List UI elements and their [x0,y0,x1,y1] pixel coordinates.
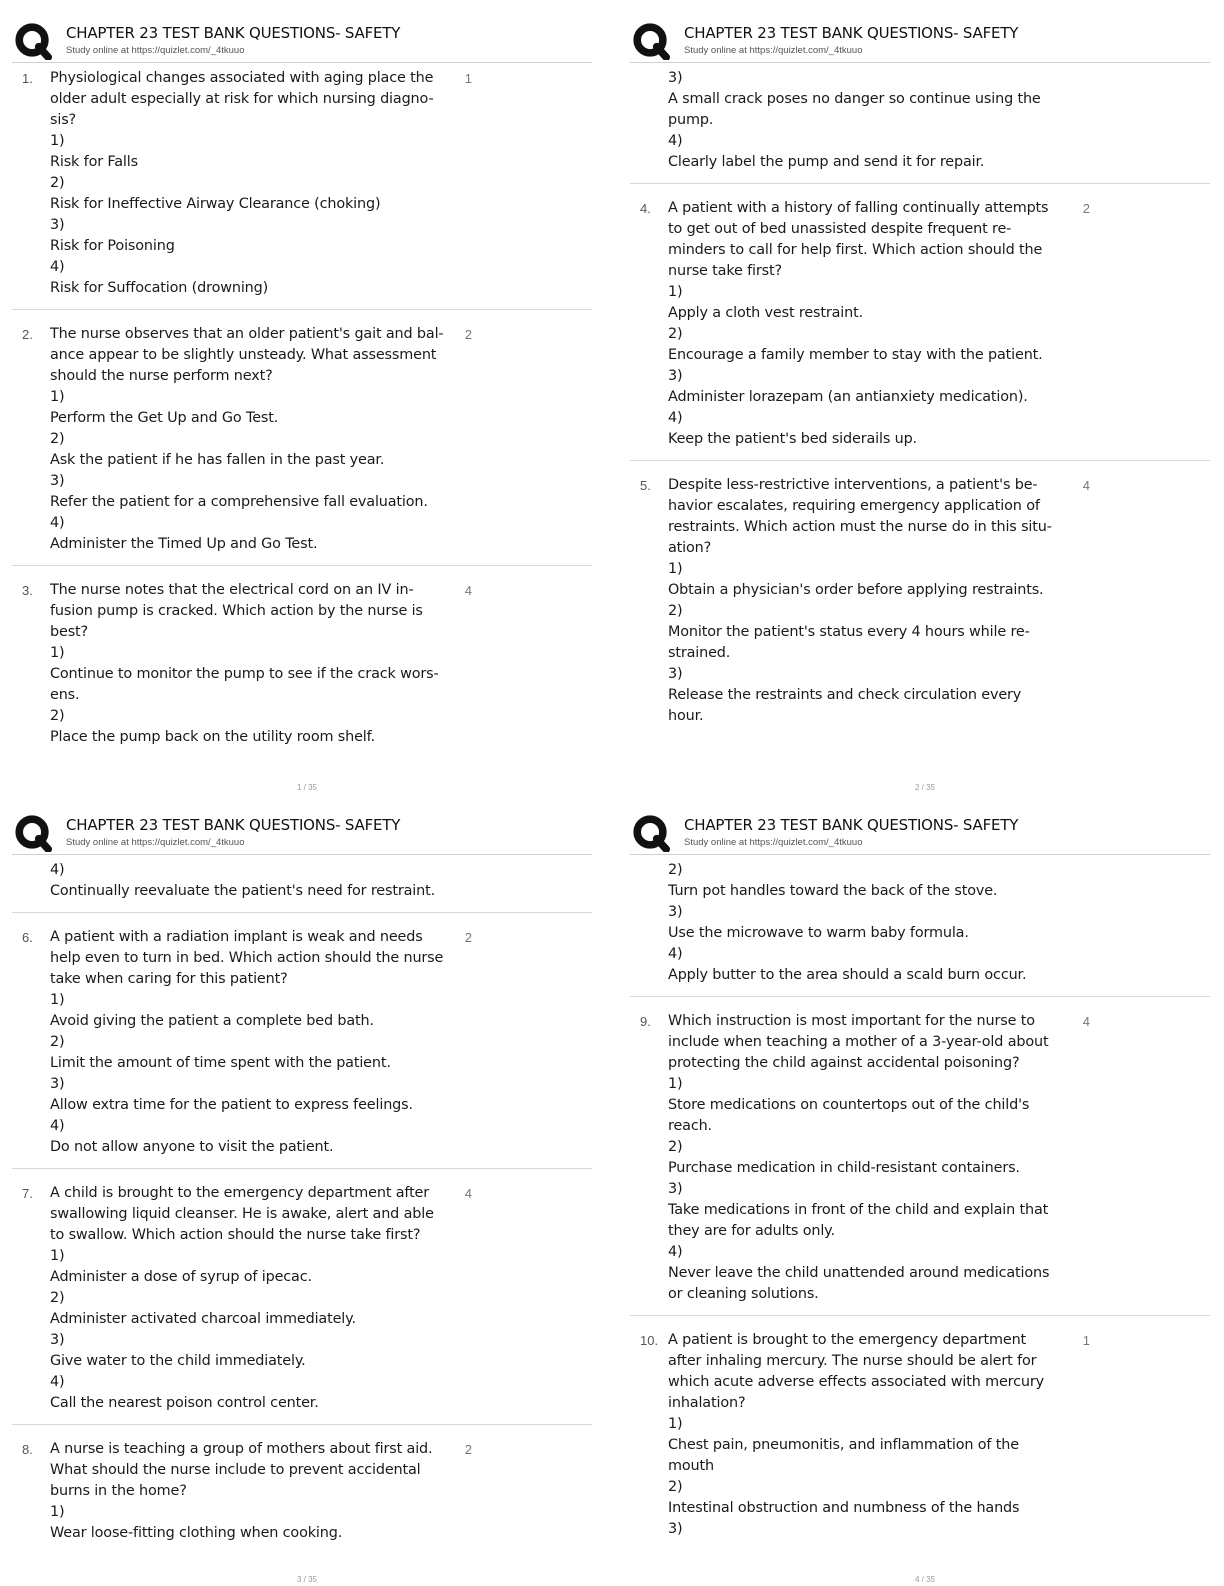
question-item [630,461,1210,737]
text-line: mouth [668,1458,714,1474]
answer-key: 2 [464,1442,472,1457]
text-line: restraints. Which action must the nurse do in this situ- [668,519,1052,535]
text-line: 4) [668,410,683,426]
text-line: A small crack poses no danger so continue using the [668,91,1041,107]
question-item [12,310,592,566]
page-header [630,806,1220,856]
text-line: 2) [668,1139,683,1155]
text-line: help even to turn in bed. Which action should the nurse [50,950,444,966]
text-line: Physiological changes associated with aging place the [50,70,434,86]
text-line: 3) [668,368,683,384]
text-line: Do not allow anyone to visit the patient. [50,1139,334,1155]
question-number: 7. [22,1186,33,1201]
text-line: to get out of bed unassisted despite frequent re- [668,221,1012,237]
text-line: 4) [50,515,65,531]
text-line: 1) [50,1504,65,1520]
text-line: older adult especially at risk for which nursing diagno- [50,91,434,107]
text-line: Administer activated charcoal immediately. [50,1311,356,1327]
answer-key: 2 [1082,201,1090,216]
text-line: 2) [50,1290,65,1306]
question-number: 5. [640,478,651,493]
text-line: A child is brought to the emergency department after [50,1185,430,1201]
text-line: 1) [50,133,65,149]
answer-key: 1 [464,71,472,86]
text-line: Ask the patient if he has fallen in the past year. [50,452,385,468]
question-number: 1. [22,71,33,86]
text-line: Keep the patient's bed siderails up. [668,431,917,447]
text-line: Intestinal obstruction and numbness of the hands [668,1500,1020,1516]
text-line: 2) [668,326,683,342]
text-line: Purchase medication in child-resistant containers. [668,1160,1020,1176]
page-title: CHAPTER 23 TEST BANK QUESTIONS- SAFETY [66,816,401,834]
text-line: Chest pain, pneumonitis, and inflammation of the [668,1437,1019,1453]
text-line: Continually reevaluate the patient's need for restraint. [50,883,436,899]
question-continuation [12,856,592,913]
text-line: 2) [668,862,683,878]
answer-key: 2 [464,930,472,945]
page-panel [12,14,602,794]
text-line: fusion pump is cracked. Which action by the nurse is [50,603,423,619]
text-line: 2) [668,603,683,619]
page-number: 1 / 35 [296,783,317,792]
answer-key: 4 [464,583,472,598]
text-line: after inhaling mercury. The nurse should be alert for [668,1353,1037,1369]
text-line: take when caring for this patient? [50,971,288,987]
quizlet-logo-icon [632,814,670,852]
text-line: 1) [668,284,683,300]
text-line: Risk for Falls [50,154,138,170]
text-line: The nurse notes that the electrical cord on an IV in- [50,582,414,598]
page-body [630,64,1220,737]
text-line: protecting the child against accidental poisoning? [668,1055,1020,1071]
page-title: CHAPTER 23 TEST BANK QUESTIONS- SAFETY [684,816,1019,834]
text-line: to swallow. Which action should the nurse take first? [50,1227,421,1243]
text-line: What should the nurse include to prevent accidental [50,1462,421,1478]
study-link[interactable]: Study online at https://quizlet.com/_4tkuuo [684,45,863,56]
text-line: swallowing liquid cleanser. He is awake, alert and able [50,1206,434,1222]
page-header [630,14,1220,64]
text-line: 4) [50,259,65,275]
question-item [12,64,592,310]
text-line: 3) [50,473,65,489]
text-line: Never leave the child unattended around medications [668,1265,1050,1281]
text-line: 3) [668,70,683,86]
text-line: 2) [50,1034,65,1050]
text-line: Apply a cloth vest restraint. [668,305,864,321]
text-line: 3) [50,1076,65,1092]
text-line: 4) [668,1244,683,1260]
text-line: Monitor the patient's status every 4 hours while re- [668,624,1030,640]
text-line: Place the pump back on the utility room shelf. [50,729,375,745]
text-line: or cleaning solutions. [668,1286,819,1302]
page-title: CHAPTER 23 TEST BANK QUESTIONS- SAFETY [684,24,1019,42]
text-line: A patient with a history of falling continually attempts [668,200,1049,216]
text-line: 1) [50,992,65,1008]
text-line: 4) [50,1374,65,1390]
question-number: 2. [22,327,33,342]
header-divider [12,854,592,855]
text-line: A nurse is teaching a group of mothers about first aid. [50,1441,433,1457]
text-line: 3) [50,1332,65,1348]
page-number: 2 / 35 [914,783,935,792]
answer-key: 4 [1082,478,1090,493]
page-panel [630,14,1220,794]
text-line: Clearly label the pump and send it for repair. [668,154,985,170]
answer-key: 4 [1082,1014,1090,1029]
text-line: havior escalates, requiring emergency application of [668,498,1040,514]
page-panel [12,806,602,1586]
text-line: Perform the Get Up and Go Test. [50,410,279,426]
text-line: 2) [50,708,65,724]
text-line: ance appear to be slightly unsteady. What assessment [50,347,437,363]
header-divider [12,62,592,63]
text-line: 4) [50,862,65,878]
page-number: 4 / 35 [914,1575,935,1584]
page-number: 3 / 35 [296,1575,317,1584]
question-number: 4. [640,201,651,216]
text-line: 1) [668,561,683,577]
text-line: The nurse observes that an older patient's gait and bal- [50,326,444,342]
text-line: Apply butter to the area should a scald burn occur. [668,967,1027,983]
page-body [12,856,602,1554]
text-line: 1) [50,1248,65,1264]
quizlet-logo-icon [14,22,52,60]
text-line: Give water to the child immediately. [50,1353,306,1369]
text-line: A patient with a radiation implant is weak and needs [50,929,423,945]
header-divider [630,854,1210,855]
text-line: Wear loose-fitting clothing when cooking. [50,1525,343,1541]
page-title: CHAPTER 23 TEST BANK QUESTIONS- SAFETY [66,24,401,42]
answer-key: 2 [464,327,472,342]
text-line: A patient is brought to the emergency department [668,1332,1027,1348]
text-line: 4) [668,946,683,962]
text-line: pump. [668,112,714,128]
quizlet-logo-icon [632,22,670,60]
question-number: 8. [22,1442,33,1457]
text-line: hour. [668,708,704,724]
text-line: Which instruction is most important for the nurse to [668,1013,1035,1029]
text-line: 3) [668,666,683,682]
text-line: reach. [668,1118,712,1134]
text-line: Risk for Suffocation (drowning) [50,280,269,296]
text-line: nurse take first? [668,263,783,279]
text-line: minders to call for help first. Which action should the [668,242,1043,258]
text-line: 1) [50,389,65,405]
text-line: Release the restraints and check circulation every [668,687,1022,703]
text-line: Call the nearest poison control center. [50,1395,319,1411]
text-line: 3) [50,217,65,233]
text-line: Allow extra time for the patient to express feelings. [50,1097,413,1113]
answer-key: 4 [464,1186,472,1201]
text-line: 4) [668,133,683,149]
text-line: 3) [668,904,683,920]
text-line: ens. [50,687,80,703]
question-item [630,1316,1210,1550]
text-line: strained. [668,645,731,661]
study-link[interactable]: Study online at https://quizlet.com/_4tkuuo [66,45,245,56]
text-line: ation? [668,540,712,556]
text-line: Take medications in front of the child and explain that [668,1202,1049,1218]
text-line: sis? [50,112,77,128]
text-line: Obtain a physician's order before applying restraints. [668,582,1044,598]
text-line: Administer the Timed Up and Go Test. [50,536,318,552]
page-body [630,856,1220,1550]
text-line: 2) [668,1479,683,1495]
question-item [12,913,592,1169]
page-panel [630,806,1220,1586]
question-continuation [630,856,1210,997]
question-item [630,997,1210,1316]
text-line: Administer a dose of syrup of ipecac. [50,1269,312,1285]
text-line: Turn pot handles toward the back of the stove. [668,883,998,899]
text-line: 1) [668,1416,683,1432]
study-link[interactable]: Study online at https://quizlet.com/_4tkuuo [684,837,863,848]
text-line: Limit the amount of time spent with the patient. [50,1055,391,1071]
text-line: 1) [668,1076,683,1092]
text-line: Risk for Poisoning [50,238,175,254]
question-number: 3. [22,583,33,598]
text-line: Risk for Ineffective Airway Clearance (choking) [50,196,381,212]
text-line: 2) [50,175,65,191]
question-number: 6. [22,930,33,945]
text-line: burns in the home? [50,1483,187,1499]
question-item [12,1425,592,1554]
quizlet-logo-icon [14,814,52,852]
text-line: 4) [50,1118,65,1134]
text-line: Continue to monitor the pump to see if the crack wors- [50,666,439,682]
text-line: best? [50,624,89,640]
study-link[interactable]: Study online at https://quizlet.com/_4tkuuo [66,837,245,848]
answer-key: 1 [1082,1333,1090,1348]
text-line: Administer lorazepam (an antianxiety medication). [668,389,1028,405]
text-line: Encourage a family member to stay with the patient. [668,347,1043,363]
question-item [12,1169,592,1425]
text-line: inhalation? [668,1395,746,1411]
text-line: 2) [50,431,65,447]
text-line: they are for adults only. [668,1223,835,1239]
text-line: Use the microwave to warm baby formula. [668,925,969,941]
text-line: Avoid giving the patient a complete bed bath. [50,1013,374,1029]
text-line: 1) [50,645,65,661]
text-line: which acute adverse effects associated with mercury [668,1374,1044,1390]
page-header [12,806,602,856]
question-item [12,566,592,758]
question-number: 9. [640,1014,651,1029]
page-body [12,64,602,758]
header-divider [630,62,1210,63]
text-line: should the nurse perform next? [50,368,273,384]
text-line: Despite less-restrictive interventions, a patient's be- [668,477,1038,493]
question-item [630,184,1210,461]
text-line: Store medications on countertops out of the child's [668,1097,1030,1113]
text-line: Refer the patient for a comprehensive fall evaluation. [50,494,428,510]
page-header [12,14,602,64]
question-number: 10. [640,1333,659,1348]
text-line: 3) [668,1521,683,1537]
text-line: include when teaching a mother of a 3-year-old about [668,1034,1049,1050]
question-continuation [630,64,1210,184]
text-line: 3) [668,1181,683,1197]
